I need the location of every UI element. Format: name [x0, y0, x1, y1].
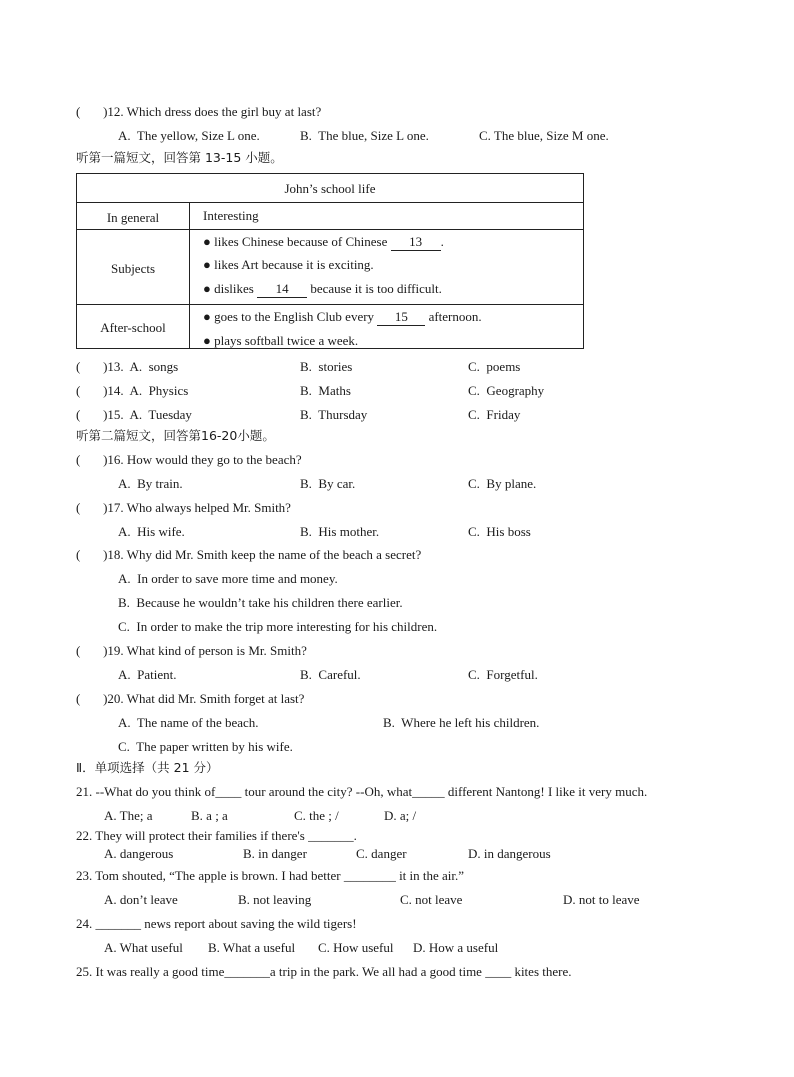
question-14-stem: ( )14. A. Physics	[76, 383, 189, 398]
question-17-option-c: C. His boss	[468, 524, 531, 539]
text-segment: ● goes to the English Club every	[203, 309, 378, 324]
table-row-general-value: Interesting	[203, 208, 259, 223]
question-21-option-d: D. a; /	[384, 808, 417, 823]
question-23-option-a: A. don’t leave	[104, 892, 178, 907]
question-25-stem: 25. It was really a good time_______a trip in the park. We all had a good time ____ kites there.	[76, 964, 572, 979]
question-20-stem: ( )20. What did Mr. Smith forget at last?	[76, 691, 305, 706]
question-22-option-a: A. dangerous	[104, 846, 174, 861]
question-23-option-c: C. not leave	[400, 892, 463, 907]
question-20-option-b: B. Where he left his children.	[383, 715, 540, 730]
question-18-option-c: C. In order to make the trip more interesting for his children.	[118, 619, 438, 634]
table-row-general-label: In general	[106, 210, 160, 225]
blank-14: 14	[257, 281, 307, 298]
passage-1-heading: 听第一篇短文，回答第 13-15 小题。	[76, 150, 283, 165]
table-title: John’s school life	[284, 181, 376, 196]
question-17-option-b: B. His mother.	[300, 524, 380, 539]
question-14-option-b: B. Maths	[300, 383, 351, 398]
question-22-option-d: D. in dangerous	[468, 846, 551, 861]
text-segment: .	[440, 234, 444, 249]
table-subjects-line-2: ● likes Art because it is exciting.	[203, 257, 374, 272]
section-2-heading: Ⅱ．单项选择（共 21 分）	[76, 760, 219, 775]
question-16-stem: ( )16. How would they go to the beach?	[76, 452, 302, 467]
question-21-stem: 21. --What do you think of____ tour around the city? --Oh, what_____ different Nantong! I like it very much.	[76, 784, 648, 799]
question-21-option-b: B. a ; a	[191, 808, 228, 823]
table-subjects-line-3	[203, 281, 442, 298]
question-19-option-c: C. Forgetful.	[468, 667, 538, 682]
question-12-option-a: A. The yellow, Size L one.	[118, 128, 260, 143]
passage-2-heading: 听第二篇短文，回答第16-20小题。	[76, 428, 275, 443]
blank-15: 15	[377, 309, 425, 326]
question-24-option-d: D. How a useful	[413, 940, 499, 955]
question-14-option-c: C. Geography	[468, 383, 545, 398]
question-13-option-c: C. poems	[468, 359, 521, 374]
question-13-option-b: B. stories	[300, 359, 353, 374]
question-24-stem: 24. _______ news report about saving the wild tigers!	[76, 916, 357, 931]
question-23-stem: 23. Tom shouted, “The apple is brown. I had better ________ it in the air.”	[76, 868, 465, 883]
table-row-subjects-label: Subjects	[110, 261, 156, 276]
question-20-option-c: C. The paper written by his wife.	[118, 739, 293, 754]
question-12-stem: ( )12. Which dress does the girl buy at last?	[76, 104, 322, 119]
question-18-option-a: A. In order to save more time and money.	[118, 571, 338, 586]
question-17-stem: ( )17. Who always helped Mr. Smith?	[76, 500, 291, 515]
question-18-stem: ( )18. Why did Mr. Smith keep the name of the beach a secret?	[76, 547, 422, 562]
question-16-option-c: C. By plane.	[468, 476, 537, 491]
blank-13: 13	[391, 234, 441, 251]
question-16-option-a: A. By train.	[118, 476, 183, 491]
question-16-option-b: B. By car.	[300, 476, 356, 491]
question-21-option-a: A. The; a	[104, 808, 153, 823]
question-24-option-a: A. What useful	[104, 940, 183, 955]
question-22-option-c: C. danger	[356, 846, 407, 861]
question-24-option-b: B. What a useful	[208, 940, 296, 955]
question-24-option-c: C. How useful	[318, 940, 394, 955]
question-21-option-c: C. the ; /	[294, 808, 339, 823]
question-19-stem: ( )19. What kind of person is Mr. Smith?	[76, 643, 307, 658]
text-segment: because it is too difficult.	[307, 281, 442, 296]
question-22-stem: 22. They will protect their families if there's _______.	[76, 828, 357, 843]
question-17-option-a: A. His wife.	[118, 524, 185, 539]
question-19-option-a: A. Patient.	[118, 667, 177, 682]
school-life-table	[76, 173, 584, 349]
question-12-option-b: B. The blue, Size L one.	[300, 128, 429, 143]
text-segment: ● likes Chinese because of Chinese	[203, 234, 391, 249]
question-19-option-b: B. Careful.	[300, 667, 361, 682]
table-row-activities-label: After-school	[100, 320, 166, 335]
table-subjects-line-1	[203, 234, 444, 251]
question-12-option-c: C. The blue, Size M one.	[479, 128, 609, 143]
question-13-stem: ( )13. A. songs	[76, 359, 179, 374]
question-15-option-c: C. Friday	[468, 407, 521, 422]
text-segment: ● dislikes	[203, 281, 258, 296]
text-segment: afternoon.	[425, 309, 482, 324]
question-22-option-b: B. in danger	[243, 846, 307, 861]
question-15-stem: ( )15. A. Tuesday	[76, 407, 192, 422]
question-23-option-d: D. not to leave	[563, 892, 640, 907]
question-23-option-b: B. not leaving	[238, 892, 312, 907]
table-activities-line-2: ● plays softball twice a week.	[203, 333, 359, 348]
table-activities-line-1	[203, 309, 482, 326]
question-18-option-b: B. Because he wouldn’t take his children there earlier.	[118, 595, 403, 610]
question-15-option-b: B. Thursday	[300, 407, 368, 422]
question-20-option-a: A. The name of the beach.	[118, 715, 259, 730]
